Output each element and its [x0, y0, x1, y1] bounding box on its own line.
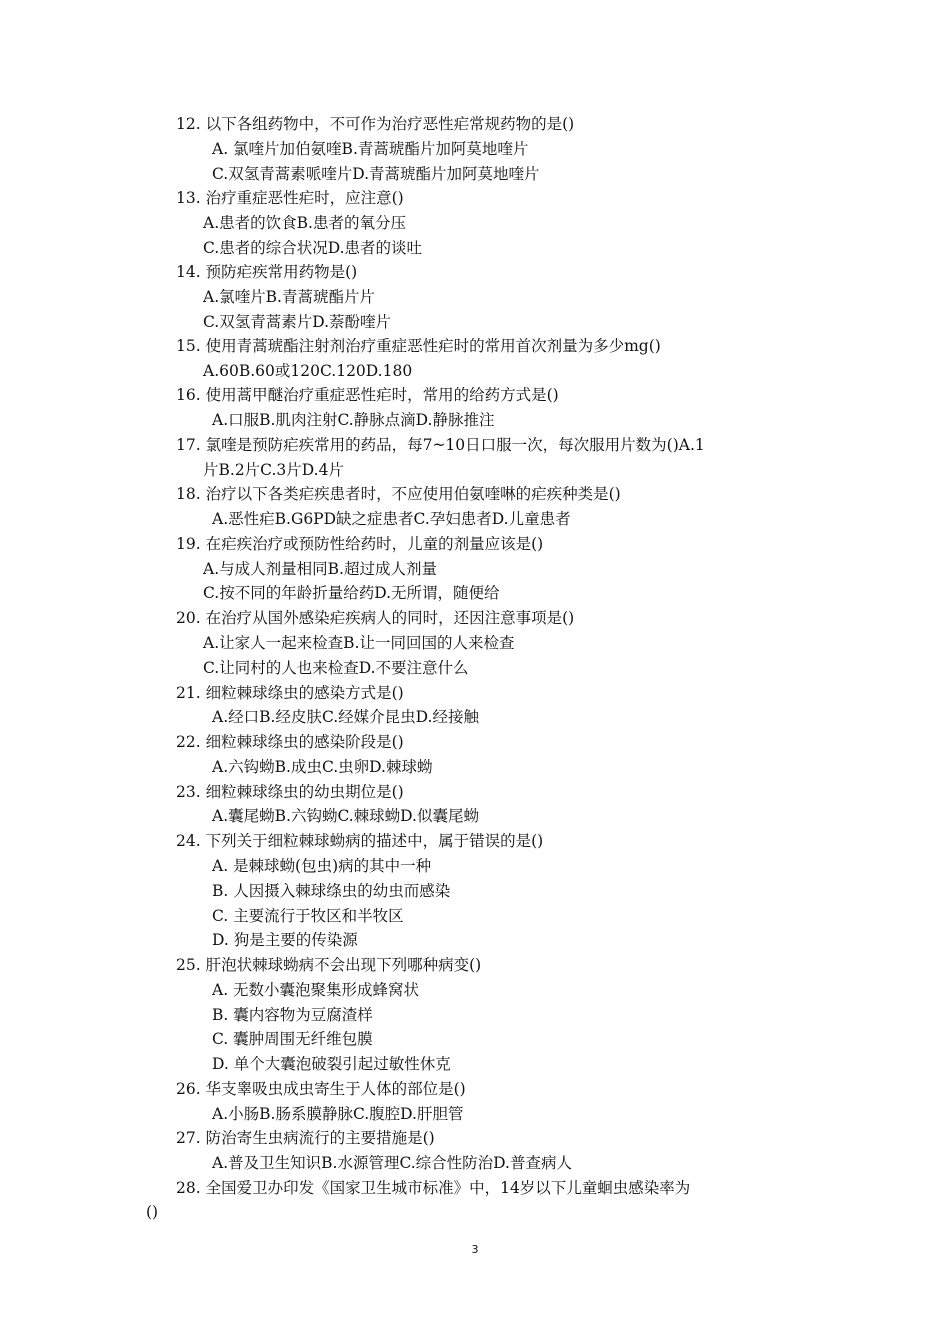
option-line: A. 氯喹片加伯氨喹B.青蒿琥酯片加阿莫地喹片 [212, 140, 529, 158]
option-line: A. 是棘球蚴(包虫)病的其中一种 [212, 857, 432, 875]
option-line: C.双氢青蒿素哌喹片D.青蒿琥酯片加阿莫地喹片 [212, 165, 540, 183]
option-line: D. 狗是主要的传染源 [212, 931, 358, 949]
page-number: 3 [471, 1243, 479, 1256]
option-line: A. 无数小囊泡聚集形成蜂窝状 [212, 981, 420, 999]
question-26: 26. 华支睾吸虫成虫寄生于人体的部位是() [176, 1080, 466, 1098]
option-line: A.小肠B.肠系膜静脉C.腹腔D.肝胆管 [212, 1105, 464, 1123]
option-line: A.与成人剂量相同B.超过成人剂量 [203, 560, 437, 578]
option-line: A.氯喹片B.青蒿琥酯片片 [203, 288, 375, 306]
option-line: C.让同村的人也来检查D.不要注意什么 [203, 659, 469, 677]
option-line: C.按不同的年龄折量给药D.无所谓，随便给 [203, 584, 500, 602]
question-17: 17. 氯喹是预防疟疾常用的药品，每7~10日口服一次，每次服用片数为()A.1 [176, 436, 705, 454]
question-18: 18. 治疗以下各类疟疾患者时，不应使用伯氨喹啉的疟疾种类是() [176, 485, 621, 503]
option-line: C.患者的综合状况D.患者的谈吐 [203, 239, 423, 257]
option-line: C.双氢青蒿素片D.萘酚喹片 [203, 313, 392, 331]
question-24: 24. 下列关于细粒棘球蚴病的描述中，属于错误的是() [176, 832, 544, 850]
question-13: 13. 治疗重症恶性疟时，应注意() [176, 189, 404, 207]
option-line: B. 人因摄入棘球绦虫的幼虫而感染 [212, 882, 451, 900]
question-27: 27. 防治寄生虫病流行的主要措施是() [176, 1129, 435, 1147]
question-22: 22. 细粒棘球绦虫的感染阶段是() [176, 733, 404, 751]
option-line: A.患者的饮食B.患者的氧分压 [203, 214, 406, 232]
question-12: 12. 以下各组药物中，不可作为治疗恶性疟常规药物的是() [176, 115, 575, 133]
option-line: A.普及卫生知识B.水源管理C.综合性防治D.普查病人 [212, 1154, 572, 1172]
option-line: A.经口B.经皮肤C.经媒介昆虫D.经接触 [212, 708, 479, 726]
question-14: 14. 预防疟疾常用药物是() [176, 263, 358, 281]
option-line: A.六钩蚴B.成虫C.虫卵D.棘球蚴 [212, 758, 433, 776]
option-line: A.60B.60或120C.120D.180 [203, 362, 413, 380]
option-line: A.口服B.肌肉注射C.静脉点滴D.静脉推注 [212, 411, 495, 429]
question-21: 21. 细粒棘球绦虫的感染方式是() [176, 684, 404, 702]
question-25: 25. 肝泡状棘球蚴病不会出现下列哪种病变() [176, 956, 482, 974]
question-15: 15. 使用青蒿琥酯注射剂治疗重症恶性疟时的常用首次剂量为多少mg() [176, 337, 661, 355]
option-line: A.囊尾蚴B.六钩蚴C.棘球蚴D.似囊尾蚴 [212, 807, 479, 825]
question-28-continuation: () [146, 1203, 159, 1221]
option-line: B. 囊内容物为豆腐渣样 [212, 1006, 373, 1024]
question-20: 20. 在治疗从国外感染疟疾病人的同时，还因注意事项是() [176, 609, 575, 627]
question-19: 19. 在疟疾治疗或预防性给药时，儿童的剂量应该是() [176, 535, 544, 553]
option-line: A.让家人一起来检查B.让一同回国的人来检查 [203, 634, 515, 652]
question-16: 16. 使用蒿甲醚治疗重症恶性疟时，常用的给药方式是() [176, 386, 559, 404]
question-28: 28. 全国爱卫办印发《国家卫生城市标准》中，14岁以下儿童蛔虫感染率为 [176, 1179, 691, 1197]
option-line: A.恶性疟B.G6PD缺之症患者C.孕妇患者D.儿童患者 [212, 510, 571, 528]
option-line: C. 囊肿周围无纤维包膜 [212, 1030, 373, 1048]
option-line: C. 主要流行于牧区和半牧区 [212, 907, 404, 925]
option-line: 片B.2片C.3片D.4片 [203, 461, 344, 479]
option-line: D. 单个大囊泡破裂引起过敏性休克 [212, 1055, 451, 1073]
question-23: 23. 细粒棘球绦虫的幼虫期位是() [176, 783, 404, 801]
